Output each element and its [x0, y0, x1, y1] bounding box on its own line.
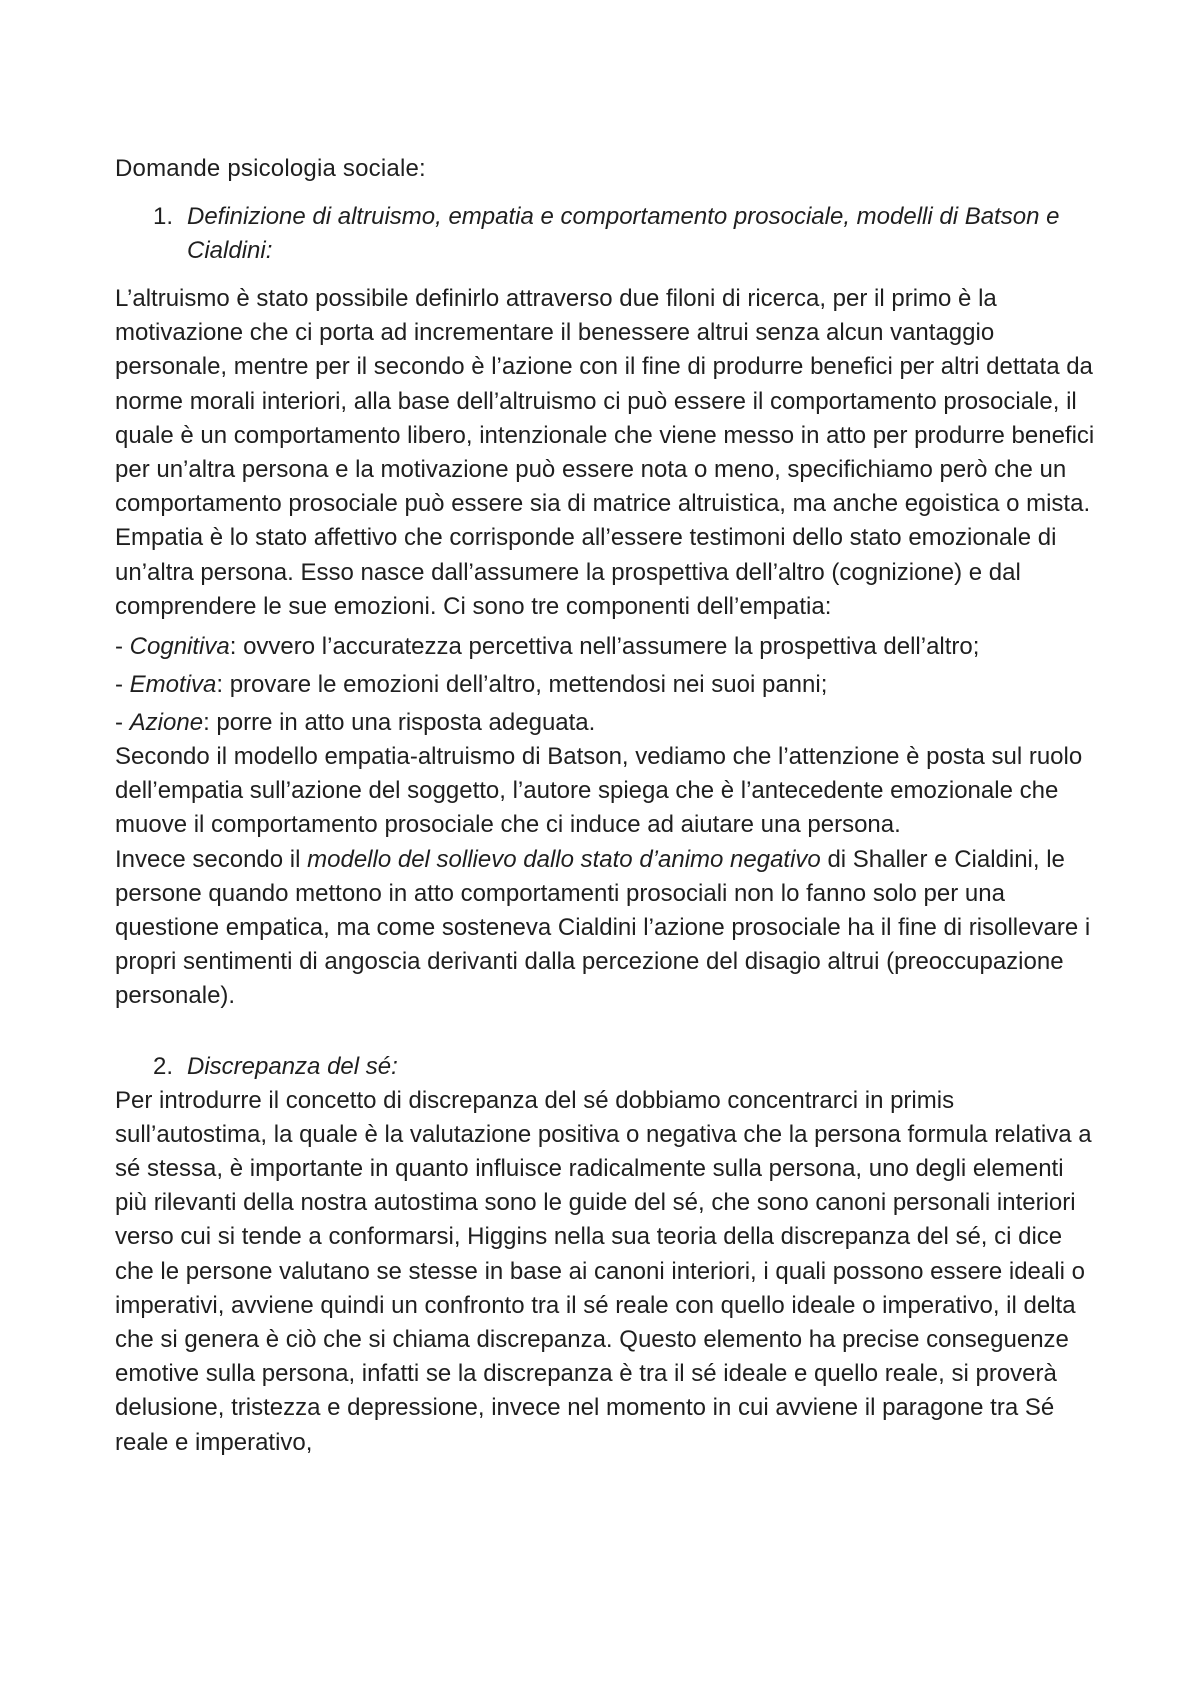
question-1-title: Definizione di altruismo, empatia e comportamento prosociale, modelli di Batson e Cialdini: [187, 203, 1060, 264]
paragraph-text: di Shaller e Cialdini, le persone quando mettono in atto comportamenti prosociali non lo fanno solo per una questione empatica, ma come sosteneva Cialdini l’azione prosociale ha il fine di risollevare i propri sentimenti di angoscia derivanti dalla percezione del disagio altrui (preoccupazione personale). [115, 845, 1091, 1010]
empathy-components-list [115, 630, 1095, 740]
question-1-heading [115, 200, 1095, 268]
paragraph-text: Invece secondo il [115, 845, 308, 873]
list-item [115, 630, 1095, 664]
question-1-paragraph-1: L’altruismo è stato possibile definirlo attraverso due filoni di ricerca, per il primo è la motivazione che ci porta ad incrementare il benessere altrui senza alcun vantaggio personale, mentre per il secondo è l’azione con il fine di produrre benefici per altri dettata da norme morali interiori, alla base dell’altruismo ci può essere il comportamento prosociale, il quale è un comportamento libero, intenzionale che viene messo in atto per produrre benefici per un’altra persona e la motivazione può essere nota o meno, specifichiamo però che un comportamento prosociale può essere sia di matrice altruistica, ma anche egoistica o mista. Empatia è lo stato affettivo che corrisponde all’essere testimoni dello stato emozionale di un’altra persona. Esso nasce dall’assumere la prospettiva dell’altro (cognizione) e dal comprendere le sue emozioni. Ci sono tre componenti dell’empatia: [115, 285, 1095, 620]
question-2-heading [115, 1050, 1095, 1084]
list-term: Cognitiva [129, 633, 230, 661]
list-term: Emotiva [129, 671, 217, 699]
list-item [115, 668, 1095, 702]
list-text: : porre in atto una risposta adeguata. [203, 709, 596, 737]
list-dash: - [115, 709, 130, 737]
list-item [115, 706, 1095, 740]
model-name: modello del sollievo dallo stato d’animo negativo [307, 845, 821, 873]
question-2-number: 2. [152, 1052, 173, 1080]
question-2-paragraph-1: Per introdurre il concetto di discrepanza del sé dobbiamo concentrarci in primis sull’autostima, la quale è la valutazione positiva o negativa che la persona formula relativa a sé stessa, è importante in quanto influisce radicalmente sulla persona, uno degli elementi più rilevanti della nostra autostima sono le guide del sé, che sono canoni personali interiori verso cui si tende a conformarsi, Higgins nella sua teoria della discrepanza del sé, ci dice che le persone valutano se stesse in base ai canoni interiori, i quali possono essere ideali o imperativi, avviene quindi un confronto tra il sé reale con quello ideale o imperativo, il delta che si genera è ciò che si chiama discrepanza. Questo elemento ha precise conseguenze emotive sulla persona, infatti se la discrepanza è tra il sé ideale e quello reale, si proverà delusione, tristezza e depressione, invece nel momento in cui avviene il paragone tra Sé reale e imperativo, [115, 1086, 1092, 1456]
list-term: Azione [129, 709, 204, 737]
question-1-paragraph-2: Secondo il modello empatia-altruismo di Batson, vediamo che l’attenzione è posta sul ruolo dell’empatia sull’azione del soggetto, l’autore spiega che è l’antecedente emozionale che muove il comportamento prosociale che ci induce ad aiutare una persona. [115, 743, 1083, 839]
list-dash: - [115, 633, 130, 661]
list-text: : provare le emozioni dell’altro, mettendosi nei suoi panni; [216, 671, 828, 699]
list-text: : ovvero l’accuratezza percettiva nell’assumere la prospettiva dell’altro; [229, 633, 980, 661]
question-2-title: Discrepanza del sé: [187, 1052, 398, 1080]
list-dash: - [115, 671, 130, 699]
question-1-number: 1. [152, 203, 173, 230]
document-title: Domande psicologia sociale: [115, 155, 426, 182]
question-1-paragraph-3 [115, 843, 1095, 1014]
